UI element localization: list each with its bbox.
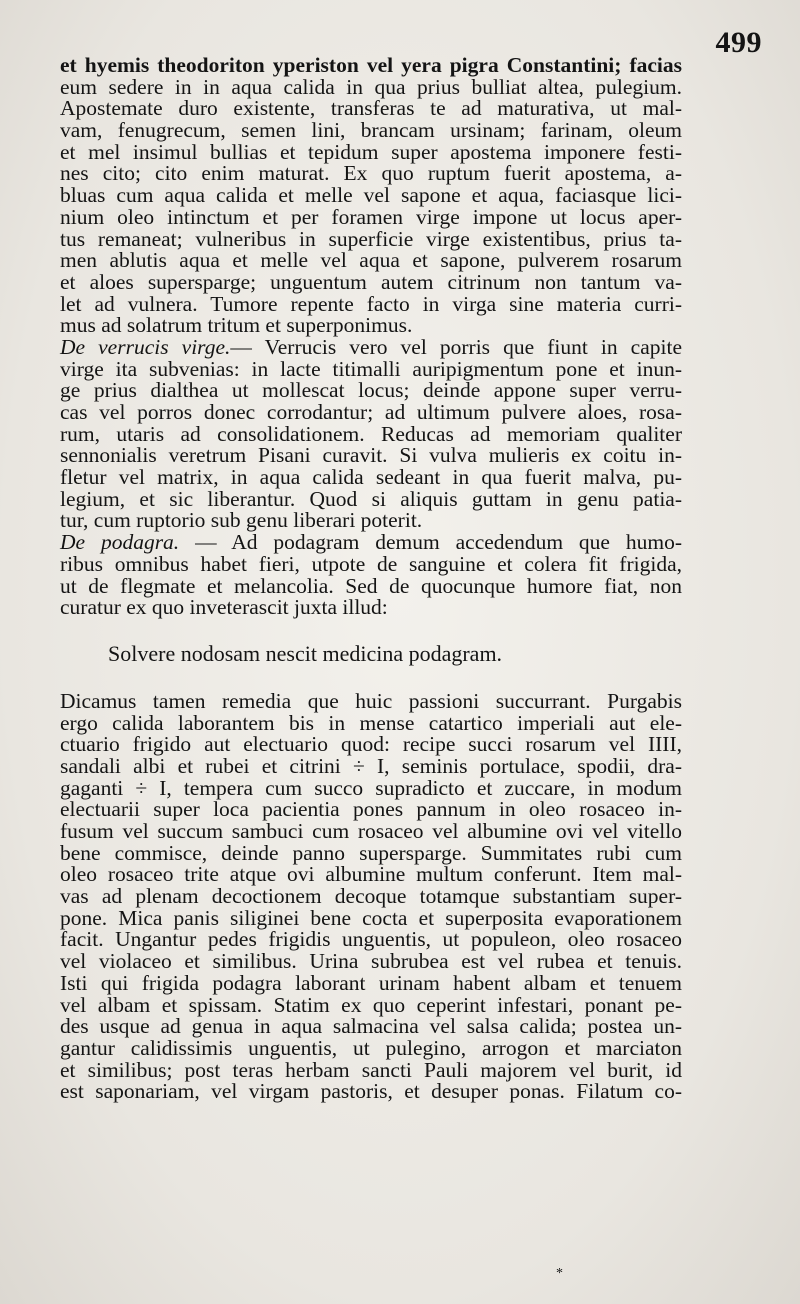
- heading-dash: —: [195, 530, 217, 555]
- text-line: ut de flegmate et melancolia. Sed de quocunque humore fiat, non: [60, 573, 682, 598]
- text-line: virge ita subvenias: in lacte titimalli auripigmentum pone et inun-: [60, 356, 682, 381]
- paragraph-1: [60, 55, 682, 337]
- signature-mark: *: [556, 1266, 563, 1281]
- text-line: Apostemate duro existente, transferas te ad maturativa, ut mal-: [60, 96, 682, 121]
- text-line: pone. Mica panis siliginei bene cocta et superposita evaporationem: [60, 905, 682, 930]
- text-line: men ablutis aqua et melle vel aqua et sapone, pulverem rosarum: [60, 248, 682, 273]
- text-line: sennonialis veretrum Pisani curavit. Si vulva mulieris ex coitu in-: [60, 443, 682, 468]
- text-line: tur, cum ruptorio sub genu liberari poterit.: [60, 508, 423, 533]
- text-line-with-heading: [60, 532, 682, 554]
- text-line: let ad vulnera. Tumore repente facto in virga sine materia curri-: [60, 291, 682, 316]
- text-line: ctuario frigido aut electuario quod: recipe succi rosarum vel IIII,: [60, 732, 682, 757]
- text-line: sandali albi et rubei et citrini ÷ I, seminis portulace, spodii, dra-: [60, 753, 682, 778]
- text-line: gantur calidissimis unguentis, ut pulegino, arrogon et marciaton: [60, 1035, 682, 1060]
- text-line: Dicamus tamen remedia que huic passioni succurrant. Purgabis: [60, 688, 682, 713]
- text-line: et similibus; post teras herbam sancti Pauli majorem vel burit, id: [60, 1057, 682, 1082]
- text-line: nes cito; cito enim maturat. Ex quo ruptum fuerit apostema, a-: [60, 161, 682, 186]
- text-line: facit. Ungantur pedes frigidis unguentis, ut populeon, oleo rosaceo: [60, 927, 682, 952]
- text-line: eum sedere in in aqua calida in qua prius bulliat altea, pulegium.: [60, 74, 682, 99]
- text-line: et mel insimul bullias et tepidum super apostema imponere festi-: [60, 139, 682, 164]
- text-line: electuarii super loca pacientia pones pannum in oleo rosaceo in-: [60, 797, 682, 822]
- text-line-with-heading: [60, 334, 682, 359]
- text-line: nium oleo intinctum et per foramen virge impone ut locus aper-: [60, 204, 682, 229]
- text-line: et aloes supersparge; unguentum autem citrinum non tantum va-: [60, 269, 682, 294]
- text-fragment: Ad podagram demum accedendum que humo-: [231, 530, 682, 555]
- text-line: legium, et sic liberantur. Quod si aliquis guttam in genu patia-: [60, 486, 682, 511]
- text-line: bluas cum aqua calida et melle vel sapone et aqua, faciasque lici-: [60, 183, 682, 208]
- page-body: [60, 55, 682, 1103]
- section-heading-podagra: De podagra.: [60, 530, 180, 555]
- heading-dash: —: [230, 334, 252, 359]
- paragraph-3: [60, 532, 682, 619]
- section-heading-verrucis: De verrucis virge.: [60, 334, 231, 359]
- text-line: mus ad solatrum tritum et superponimus.: [60, 313, 413, 338]
- text-line: vas ad plenam decoctionem decoque totamque substantiam super-: [60, 884, 682, 909]
- text-line: ge prius dialthea ut mollescat locus; deinde appone super verru-: [60, 378, 682, 403]
- text-line: cas vel porros donec corrodantur; ad ultimum pulvere aloes, rosa-: [60, 400, 682, 424]
- text-line: gaganti ÷ I, tempera cum succo supradicto et zuccare, in modum: [60, 775, 682, 800]
- text-line: vam, fenugrecum, semen lini, brancam ursinam; farinam, oleum: [60, 118, 682, 143]
- text-line: curatur ex quo inveterascit juxta illud:: [60, 595, 388, 620]
- text-line: et hyemis theodoriton yperiston vel yera pigra Constantini; facias: [60, 53, 682, 77]
- text-line: est saponariam, vel virgam pastoris, et desuper ponas. Filatum co-: [60, 1079, 682, 1104]
- text-fragment: Verrucis vero vel porris que fiunt in capite: [264, 334, 682, 359]
- verse-quotation: Solvere nodosam nescit medicina podagram.: [108, 640, 503, 666]
- text-line: vel albam et spissam. Statim ex quo ceperint infestari, ponant pe-: [60, 992, 682, 1017]
- text-line: ribus omnibus habet fieri, utpote de sanguine et colera fit frigida,: [60, 551, 682, 576]
- text-line: Isti qui frigida podagra laborant urinam habent albam et tenuem: [60, 970, 682, 995]
- text-line: des usque ad genua in aqua salmacina vel salsa calida; postea un-: [60, 1014, 682, 1039]
- paragraph-4: [60, 688, 682, 1104]
- text-line: vel violaceo et similibus. Urina subrubea est vel rubea et tenuis.: [60, 949, 682, 974]
- text-line: oleo rosaceo trite atque ovi albumine multum conferunt. Item mal-: [60, 862, 682, 887]
- text-line: bene commisce, deinde panno supersparge. Summitates rubi cum: [60, 840, 682, 865]
- text-line: fusum vel succum sambuci cum rosaceo vel albumine ovi vel vitello: [60, 819, 682, 843]
- text-line: ergo calida laborantem bis in mense catartico imperiali aut ele-: [60, 710, 682, 735]
- text-line: tus remaneat; vulneribus in superficie virge existentibus, prius ta-: [60, 226, 682, 251]
- page-number: 499: [715, 26, 762, 59]
- paragraph-2: [60, 334, 682, 533]
- text-line: rum, utaris ad consolidationem. Reducas ad memoriam qualiter: [60, 421, 682, 446]
- text-line: fletur vel matrix, in aqua calida sedeant in qua fuerit malva, pu-: [60, 465, 682, 490]
